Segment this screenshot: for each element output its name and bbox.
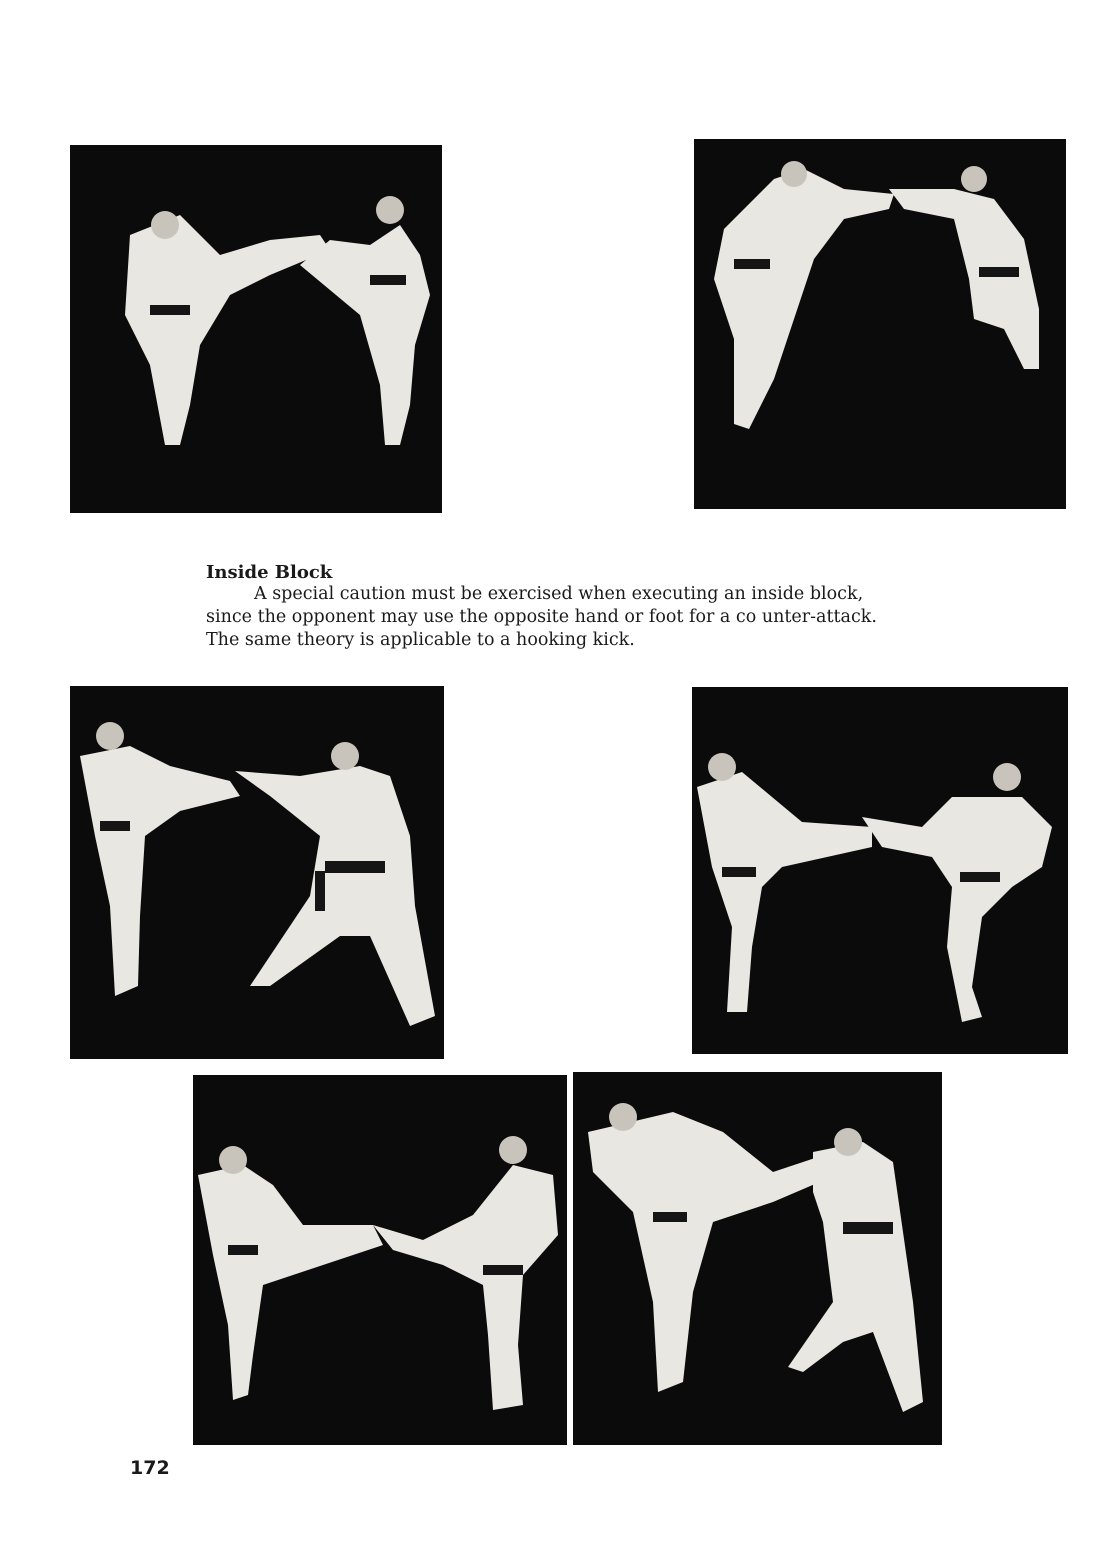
photo-flying-kick-right <box>694 139 1066 509</box>
photo-flying-kick-left <box>70 145 442 513</box>
photo-5-figures <box>193 1075 567 1445</box>
photo-hooking-kick <box>193 1075 567 1445</box>
body-text-line: The same theory is applicable to a hooking kick. <box>206 630 635 650</box>
photo-1-figures <box>70 145 442 513</box>
photo-2-figures <box>694 139 1066 509</box>
body-text-line: since the opponent may use the opposite hand or foot for a co unter-attack. <box>206 607 877 627</box>
photo-3-figures <box>70 686 444 1059</box>
page-number: 172 <box>130 1457 170 1479</box>
section-heading: Inside Block <box>206 562 333 583</box>
body-text-line: A special caution must be exercised when executing an inside block, <box>254 584 864 604</box>
photo-inside-block-right <box>692 687 1068 1054</box>
photo-6-figures <box>573 1072 942 1445</box>
photo-counter-attack <box>573 1072 942 1445</box>
photo-4-figures <box>692 687 1068 1054</box>
photo-inside-block-left <box>70 686 444 1059</box>
inside-block-section <box>206 562 1026 652</box>
